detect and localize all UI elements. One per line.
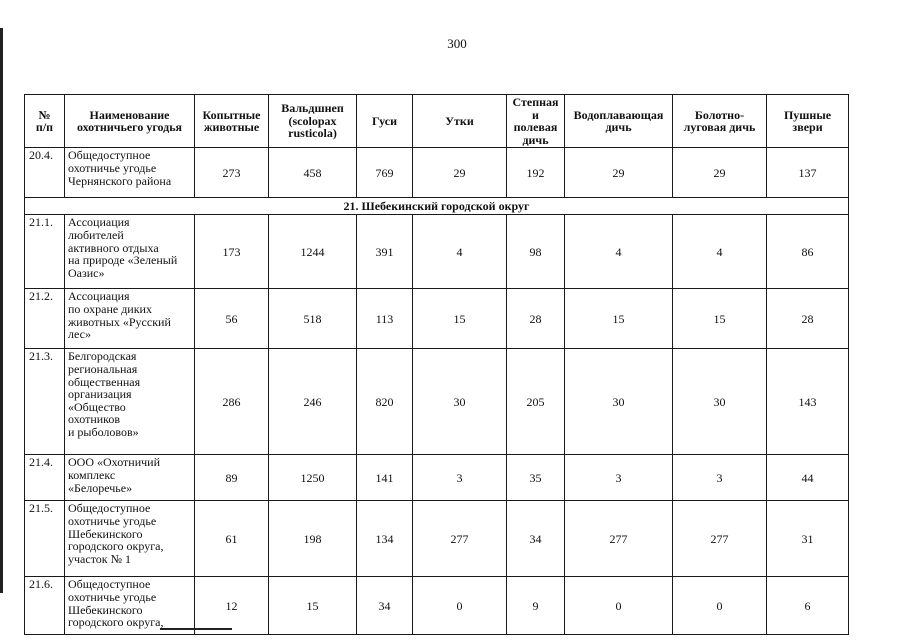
cell-value: 44	[767, 455, 849, 501]
cell-value: 769	[357, 148, 413, 198]
cell-value: 15	[673, 289, 767, 349]
table-body	[25, 148, 849, 635]
cell-value: 141	[357, 455, 413, 501]
cell-value: 820	[357, 349, 413, 455]
column-header: Гуси	[357, 95, 413, 148]
row-number: 20.4.	[25, 148, 65, 198]
cell-value: 518	[269, 289, 357, 349]
cell-value: 113	[357, 289, 413, 349]
column-header: Водоплавающая дичь	[565, 95, 673, 148]
hunting-ground-name: Общедоступное охотничье угодье Шебекинского городского округа,	[65, 577, 195, 635]
section-title: 21. Шебекинский городской округ	[25, 198, 849, 215]
scan-bottom-mark	[160, 628, 232, 636]
cell-value: 34	[507, 501, 565, 577]
column-header: Пушные звери	[767, 95, 849, 148]
cell-value: 89	[195, 455, 269, 501]
column-header: Вальдшнеп (scolopax rusticola)	[269, 95, 357, 148]
cell-value: 35	[507, 455, 565, 501]
hunting-ground-name: ООО «Охотничий комплекс «Белоречье»	[65, 455, 195, 501]
cell-value: 3	[565, 455, 673, 501]
cell-value: 286	[195, 349, 269, 455]
cell-value: 391	[357, 215, 413, 289]
cell-value: 34	[357, 577, 413, 635]
column-header: Копытные животные	[195, 95, 269, 148]
row-number: 21.5.	[25, 501, 65, 577]
row-number: 21.4.	[25, 455, 65, 501]
cell-value: 134	[357, 501, 413, 577]
cell-value: 173	[195, 215, 269, 289]
cell-value: 277	[565, 501, 673, 577]
cell-value: 29	[673, 148, 767, 198]
row-number: 21.1.	[25, 215, 65, 289]
cell-value: 198	[269, 501, 357, 577]
table-row	[25, 455, 849, 501]
column-header: Болотно- луговая дичь	[673, 95, 767, 148]
cell-value: 56	[195, 289, 269, 349]
scan-left-edge	[0, 28, 3, 593]
cell-value: 0	[565, 577, 673, 635]
hunting-ground-name: Общедоступное охотничье угодье Чернянского района	[65, 148, 195, 198]
cell-value: 458	[269, 148, 357, 198]
cell-value: 4	[673, 215, 767, 289]
header-row	[25, 95, 849, 148]
cell-value: 29	[565, 148, 673, 198]
cell-value: 6	[767, 577, 849, 635]
cell-value: 277	[413, 501, 507, 577]
cell-value: 15	[269, 577, 357, 635]
cell-value: 0	[673, 577, 767, 635]
page-number: 300	[447, 36, 467, 51]
table-row	[25, 289, 849, 349]
cell-value: 1244	[269, 215, 357, 289]
cell-value: 3	[413, 455, 507, 501]
table-row	[25, 215, 849, 289]
hunting-ground-name: Ассоциация по охране диких животных «Русский лес»	[65, 289, 195, 349]
cell-value: 277	[673, 501, 767, 577]
cell-value: 12	[195, 577, 269, 635]
cell-value: 143	[767, 349, 849, 455]
column-header: Степная и полевая дичь	[507, 95, 565, 148]
cell-value: 137	[767, 148, 849, 198]
cell-value: 1250	[269, 455, 357, 501]
column-header: Утки	[413, 95, 507, 148]
column-header: № п/п	[25, 95, 65, 148]
row-number: 21.3.	[25, 349, 65, 455]
hunting-ground-name: Ассоциация любителей активного отдыха на природе «Зеленый Оазис»	[65, 215, 195, 289]
hunting-ground-name: Общедоступное охотничье угодье Шебекинского городского округа, участок № 1	[65, 501, 195, 577]
cell-value: 205	[507, 349, 565, 455]
table-row	[25, 577, 849, 635]
table-row	[25, 349, 849, 455]
cell-value: 0	[413, 577, 507, 635]
cell-value: 273	[195, 148, 269, 198]
hunting-grounds-table	[24, 94, 849, 635]
cell-value: 15	[413, 289, 507, 349]
cell-value: 31	[767, 501, 849, 577]
cell-value: 30	[413, 349, 507, 455]
cell-value: 30	[673, 349, 767, 455]
hunting-ground-name: Белгородская региональная общественная организация «Общество охотников и рыболовов»	[65, 349, 195, 455]
column-header: Наименование охотничьего угодья	[65, 95, 195, 148]
table-row	[25, 501, 849, 577]
row-number: 21.6.	[25, 577, 65, 635]
table-row	[25, 148, 849, 198]
cell-value: 3	[673, 455, 767, 501]
cell-value: 28	[507, 289, 565, 349]
cell-value: 192	[507, 148, 565, 198]
cell-value: 28	[767, 289, 849, 349]
cell-value: 61	[195, 501, 269, 577]
cell-value: 9	[507, 577, 565, 635]
cell-value: 4	[565, 215, 673, 289]
row-number: 21.2.	[25, 289, 65, 349]
cell-value: 15	[565, 289, 673, 349]
cell-value: 4	[413, 215, 507, 289]
cell-value: 86	[767, 215, 849, 289]
section-row	[25, 198, 849, 215]
cell-value: 30	[565, 349, 673, 455]
cell-value: 98	[507, 215, 565, 289]
cell-value: 29	[413, 148, 507, 198]
cell-value: 246	[269, 349, 357, 455]
